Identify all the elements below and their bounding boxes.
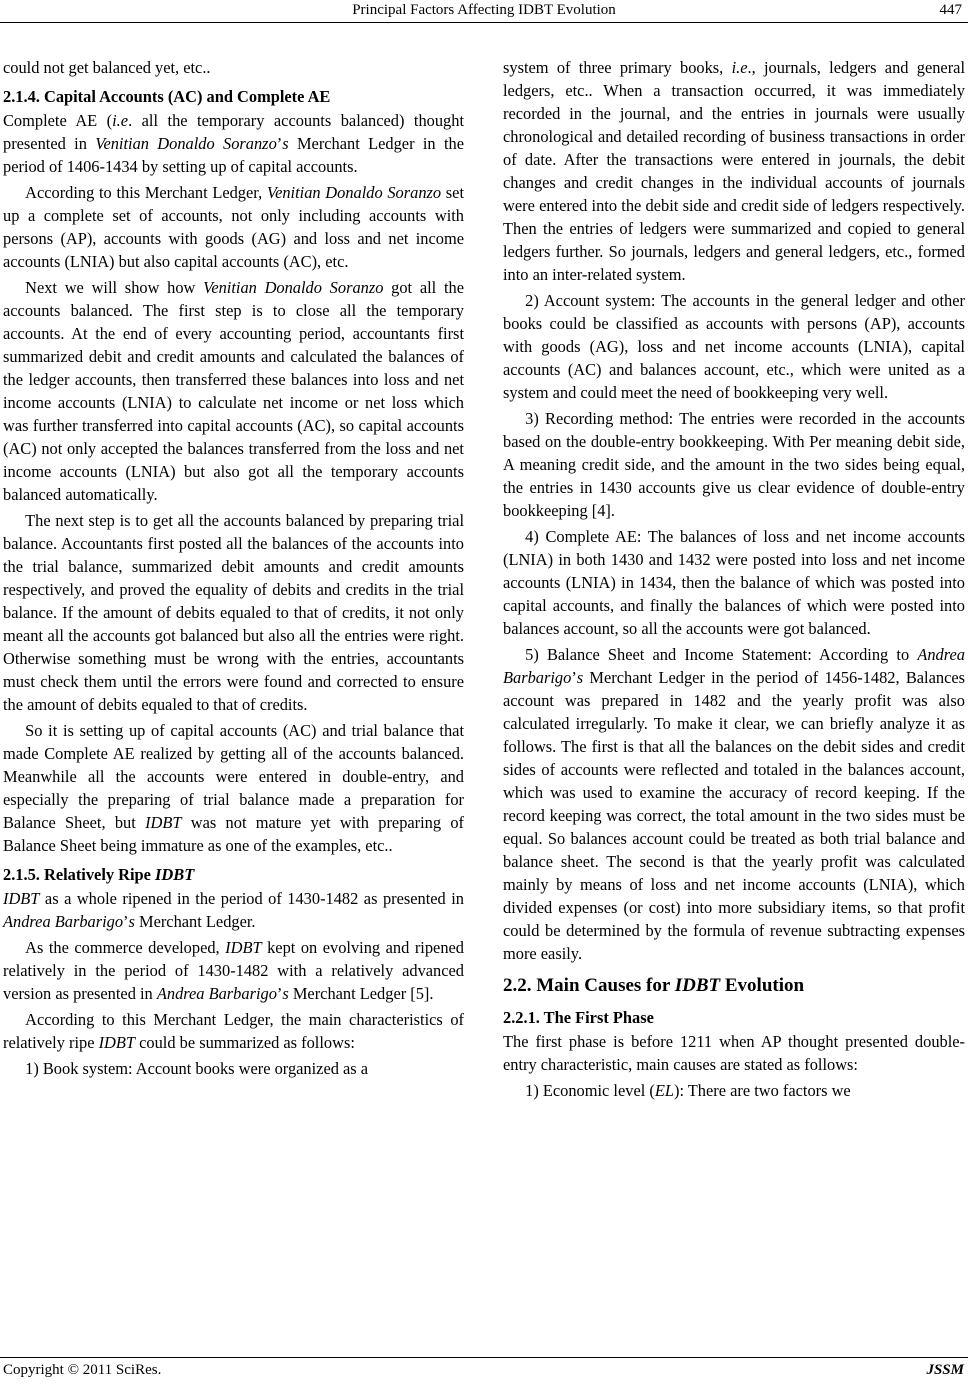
page-number: 447 xyxy=(939,2,962,18)
paragraph: As the commerce developed, IDBT kept on evolving and ripened relatively in the period of 1430-1482 with a relatively advanced version as presented in Andrea Barbarigo’s Merchant Ledger [5]. xyxy=(3,938,464,1003)
paragraph: The first phase is before 1211 when AP thought presented double-entry characteristic, main causes are stated as follows: xyxy=(503,1032,965,1074)
journal-name: JSSM xyxy=(926,1362,964,1378)
paragraph: Complete AE (i.e. all the temporary accounts balanced) thought presented in Venitian Donaldo Soranzo’s Merchant Ledger in the period of 1406-1434 by setting up of capital accounts. xyxy=(3,111,465,176)
paragraph: 3) Recording method: The entries were recorded in the accounts based on the double-entry bookkeeping. With Per meaning debit side, A meaning credit side, and the amount in the two sides being equal, the entries in 1430 accounts give us clear evidence of double-entry bookkeeping [4]. xyxy=(503,409,965,520)
paragraph: So it is setting up of capital accounts (AC) and trial balance that made Complete AE realized by getting all of the accounts balanced. Meanwhile all the accounts were entered in double-entry, and especially the preparing of trial balance made a preparation for Balance Sheet, but IDBT was not mature yet with preparing of Balance Sheet being immature as one of the examples, etc.. xyxy=(3,721,465,855)
paragraph: 4) Complete AE: The balances of loss and net income accounts (LNIA) in both 1430 and 1432 were posted into loss and net income accounts (LNIA) in 1434, then the balance of which was posted into capital accounts, and finally the balances of which were posted into balances account, so all the accounts were got balanced. xyxy=(503,527,965,638)
section-heading-2-2: 2.2. Main Causes for IDBT Evolution xyxy=(503,975,805,996)
paragraph: According to this Merchant Ledger, Venitian Donaldo Soranzo set up a complete set of accounts, not only including accounts with persons (AP), accounts with goods (AG) and loss and net income accounts (LNIA) but also capital accounts (AC), etc. xyxy=(3,183,464,271)
footer-divider xyxy=(0,1357,968,1358)
section-heading-2-1-5: 2.1.5. Relatively Ripe IDBT xyxy=(3,865,195,884)
paragraph: 1) Book system: Account books were organized as a xyxy=(25,1059,369,1078)
paragraph: IDBT as a whole ripened in the period of 1430-1482 as presented in Andrea Barbarigo’s Merchant Ledger. xyxy=(3,889,464,931)
running-title: Principal Factors Affecting IDBT Evolution xyxy=(352,2,616,18)
paragraph-continuation: could not get balanced yet, etc.. xyxy=(3,58,211,77)
paragraph: 5) Balance Sheet and Income Statement: According to Andrea Barbarigo’s Merchant Ledger in the period of 1456-1482, Balances account was prepared in 1482 and the yearly profit was also calculated irregularly. To make it clear, we can briefly analyze it as follows. The first is that all the balances on the debit sides and credit sides of accounts were reflected and totaled in the balances account, which was used to examine the accuracy of record keeping. If the record keeping was correct, the total amount in the two sides must be equal. So balances account could be treated as both trial balance and balance sheet. The second is that the yearly profit was calculated mainly by means of loss and net income accounts (LNIA), which divided expenses (or cost) into more subsidiary items, so that profit could be determined by the formula of revenue subtracting expenses more easily. xyxy=(503,645,965,963)
section-heading-2-1-4: 2.1.4. Capital Accounts (AC) and Complete AE xyxy=(3,87,331,106)
paragraph: According to this Merchant Ledger, the main characteristics of relatively ripe IDBT could be summarized as follows: xyxy=(3,1010,464,1052)
paragraph: 2) Account system: The accounts in the general ledger and other books could be classified as accounts with persons (AP), accounts with goods (AG), loss and net income accounts (LNIA), capital accounts (AC) and balances account, etc., which were united as a system and could meet the need of bookkeeping very well. xyxy=(503,291,965,402)
left-column xyxy=(3,56,464,1083)
running-header xyxy=(0,0,968,23)
copyright-notice: Copyright © 2011 SciRes. xyxy=(3,1362,162,1378)
right-column xyxy=(503,56,965,1105)
paragraph: The next step is to get all the accounts balanced by preparing trial balance. Accountants first posted all the balances of the accounts into the trial balance, summarized debit amounts and credit amounts respectively, and proved the equality of debits and credits in the trial balance. If the amount of debits equaled to that of credits, it not only meant all the accounts got balanced but also all the entries were right. Otherwise something must be wrong with the entries, accountants must check them until the errors were found and corrected to ensure the amount of debits equaled to that of credits. xyxy=(3,511,464,714)
paragraph-continuation: system of three primary books, i.e., journals, ledgers and general ledgers, etc.. When a transaction occurred, it was immediately recorded in the journal, and the entries in journals were usually chronological and detailed recording of business transactions in order of date. After the transactions were entered in journals, the debit changes and credit changes in the individual accounts of journals were entered into the debit side and credit side of ledgers respectively. Then the entries of ledgers were summarized and copied to general ledgers further. So journals, ledgers and general ledgers, etc., formed into an inter-related system. xyxy=(503,58,965,284)
paragraph: 1) Economic level (EL): There are two factors we xyxy=(525,1081,851,1100)
paragraph: Next we will show how Venitian Donaldo Soranzo got all the accounts balanced. The first step is to close all the temporary accounts. At the end of every accounting period, accountants first summarized debit and credit amounts and calculated the balances of the ledger accounts, then transferred these balances into loss and net income accounts (LNIA) to calculate net income or net loss which was further transferred into capital accounts (AC), so capital accounts (AC) not only accepted the balances transferred from the loss and net income accounts (LNIA) but also got all the temporary accounts balanced automatically. xyxy=(3,278,464,504)
section-heading-2-2-1: 2.2.1. The First Phase xyxy=(503,1008,654,1027)
